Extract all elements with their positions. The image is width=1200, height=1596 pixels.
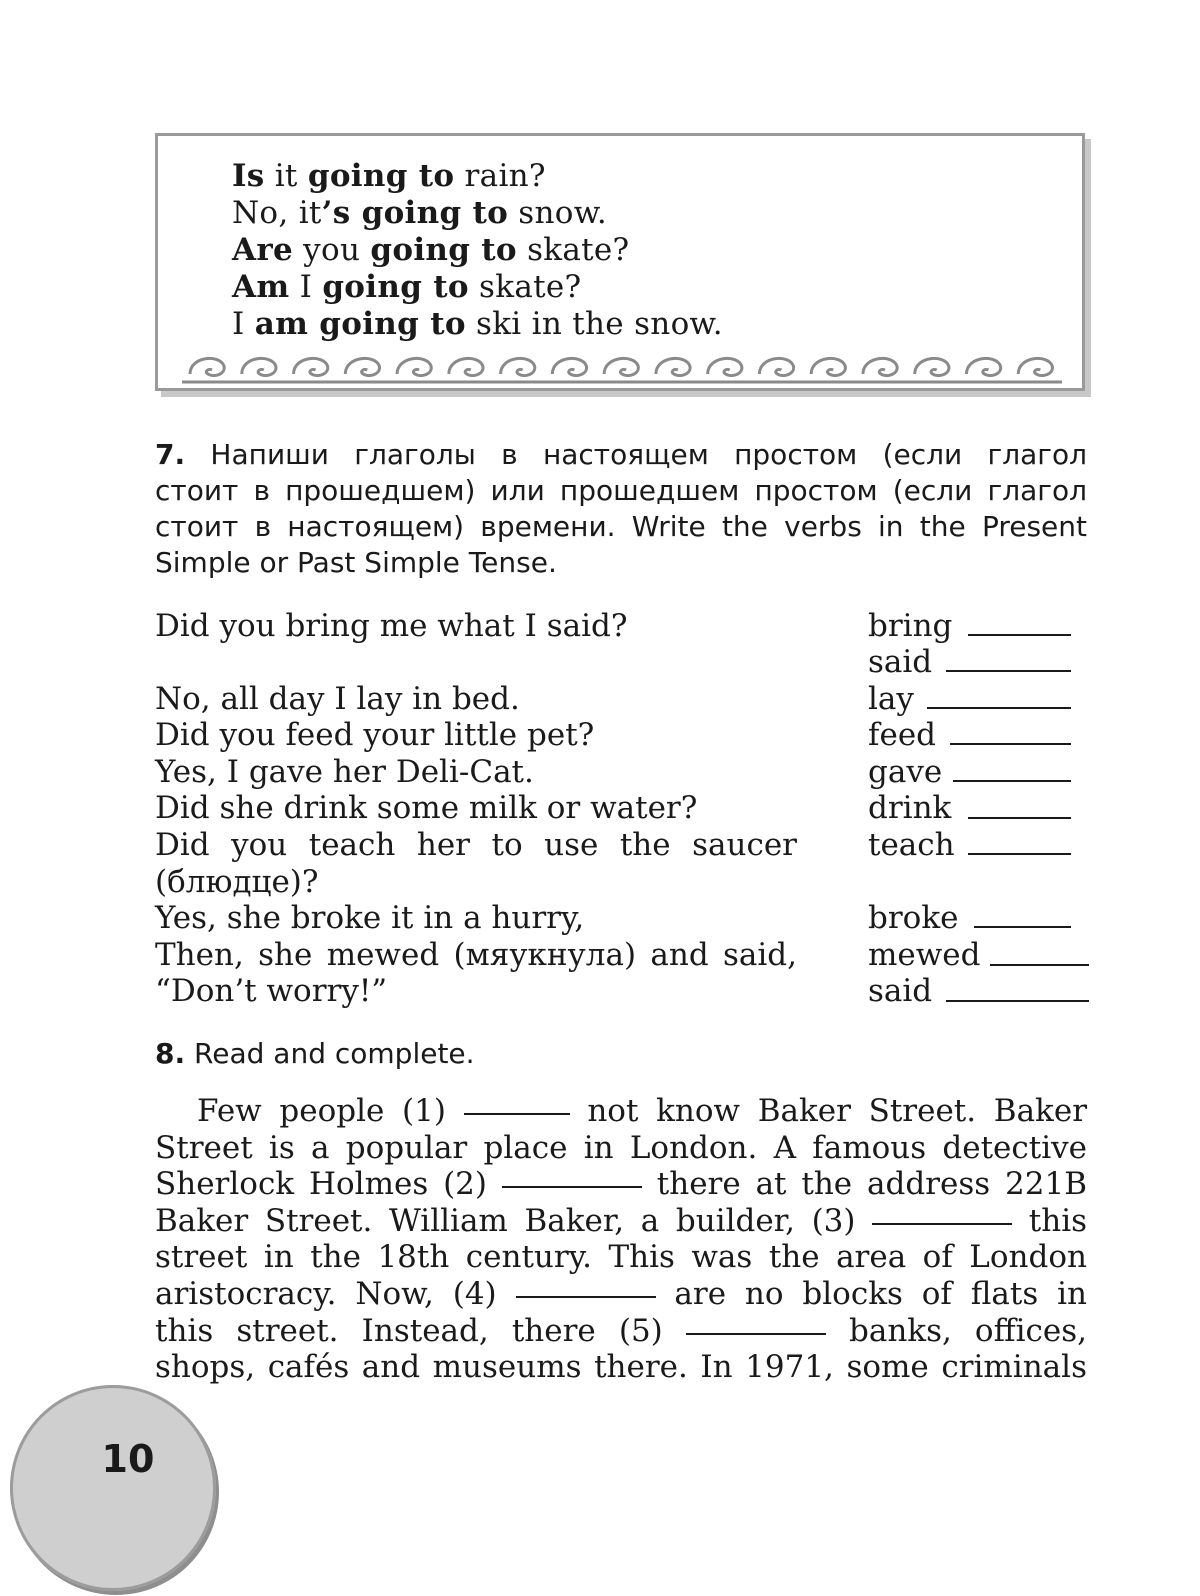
note-line: I am going to ski in the snow. bbox=[232, 306, 723, 342]
curl-shape bbox=[190, 358, 224, 375]
poem-line: No, all day I lay in bed. bbox=[155, 681, 520, 717]
poem-line: Did she drink some milk or water? bbox=[155, 790, 698, 826]
answer-blank-mewed[interactable] bbox=[990, 964, 1089, 966]
gap-1-blank[interactable] bbox=[464, 1113, 570, 1115]
answer-blank-teach[interactable] bbox=[968, 853, 1071, 855]
curl-shape bbox=[759, 358, 793, 375]
verb-label: teach bbox=[868, 827, 955, 863]
verb-label: bring bbox=[868, 608, 953, 644]
curl-shape bbox=[708, 358, 742, 375]
note-line: Are you going to skate? bbox=[232, 232, 630, 268]
poem-line: Did you teach her to use the saucer bbox=[155, 827, 797, 863]
curl-shape bbox=[552, 358, 586, 375]
answer-blank-gave[interactable] bbox=[953, 780, 1071, 782]
answer-blank-drink[interactable] bbox=[968, 817, 1071, 819]
answer-blank-lay[interactable] bbox=[927, 707, 1071, 709]
exercise-8-number: 8. bbox=[155, 1037, 186, 1070]
curl-shape bbox=[449, 358, 483, 375]
page-number: 10 bbox=[101, 1437, 155, 1481]
curl-shape bbox=[863, 358, 897, 375]
poem-line: Yes, she broke it in a hurry, bbox=[155, 900, 585, 936]
curl-shape bbox=[656, 358, 690, 375]
answer-blank-feed[interactable] bbox=[950, 743, 1071, 745]
poem-line: Did you feed your little pet? bbox=[155, 717, 595, 753]
answer-blank-said[interactable] bbox=[946, 670, 1071, 672]
poem-line: (блюдце)? bbox=[155, 864, 319, 900]
poem-line: Yes, I gave her Deli-Cat. bbox=[155, 754, 534, 790]
gap-4-blank[interactable] bbox=[516, 1296, 656, 1298]
curl-shape bbox=[501, 358, 535, 375]
note-line: Am I going to skate? bbox=[232, 269, 582, 305]
gap-3-blank[interactable] bbox=[872, 1223, 1012, 1225]
verb-label: lay bbox=[868, 681, 914, 717]
verb-label: gave bbox=[868, 754, 943, 790]
curl-shape bbox=[966, 358, 1000, 375]
curl-shape bbox=[242, 358, 276, 375]
answer-blank-said-2[interactable] bbox=[946, 1000, 1089, 1002]
paper-curl-decoration bbox=[182, 344, 1062, 386]
curl-shape bbox=[811, 358, 845, 375]
curl-shape bbox=[604, 358, 638, 375]
verb-label: said bbox=[868, 973, 933, 1009]
curl-shape bbox=[397, 358, 431, 375]
verb-label: mewed bbox=[868, 937, 981, 973]
answer-blank-broke[interactable] bbox=[974, 926, 1071, 928]
gap-5-blank[interactable] bbox=[686, 1333, 826, 1335]
poem-line: “Don’t worry!” bbox=[155, 973, 388, 1009]
verb-label: drink bbox=[868, 790, 952, 826]
exercise-7-instruction: 7. Напиши глаголы в настоящем простом (если глагол стоит в прошедшем) или прошедшем простом (если глагол стоит в настоящем) времени. Write the verbs in the Present Simple or Past Simple Tense. bbox=[155, 438, 1087, 579]
reading-paragraph: Few people (1) not know Baker Street. Baker Street is a popular place in London. A famous detective Sherlock Holmes (2) there at the address 221B Baker Street. William Baker, a builder, (3) this street in the 18th century. This was the area of London aristocracy. Now, (4) are no blocks of flats in this street. Instead, there (5) banks, offices, shops, cafés and museums there. In 1971, some criminals bbox=[155, 1093, 1088, 1386]
note-line: Is it going to rain? bbox=[232, 158, 546, 194]
curl-shape bbox=[915, 358, 949, 375]
verb-label: said bbox=[868, 644, 933, 680]
curl-shape bbox=[1018, 358, 1052, 375]
gap-2-blank[interactable] bbox=[502, 1186, 642, 1188]
exercise-8-instruction: 8. Read and complete. bbox=[155, 1037, 475, 1070]
poem-line: Did you bring me what I said? bbox=[155, 608, 628, 644]
poem-line: Then, she mewed (мяукнула) and said, bbox=[155, 937, 797, 973]
grammar-note-box bbox=[155, 133, 1085, 391]
grammar-note-text bbox=[232, 158, 723, 343]
answer-blank-bring[interactable] bbox=[968, 634, 1071, 636]
page-number-badge bbox=[10, 1385, 216, 1591]
curl-shape bbox=[294, 358, 328, 375]
curl-shape bbox=[345, 358, 379, 375]
verb-label: broke bbox=[868, 900, 959, 936]
exercise-7-number: 7. bbox=[155, 438, 186, 471]
verb-label: feed bbox=[868, 717, 937, 753]
note-line: No, it’s going to snow. bbox=[232, 195, 608, 231]
